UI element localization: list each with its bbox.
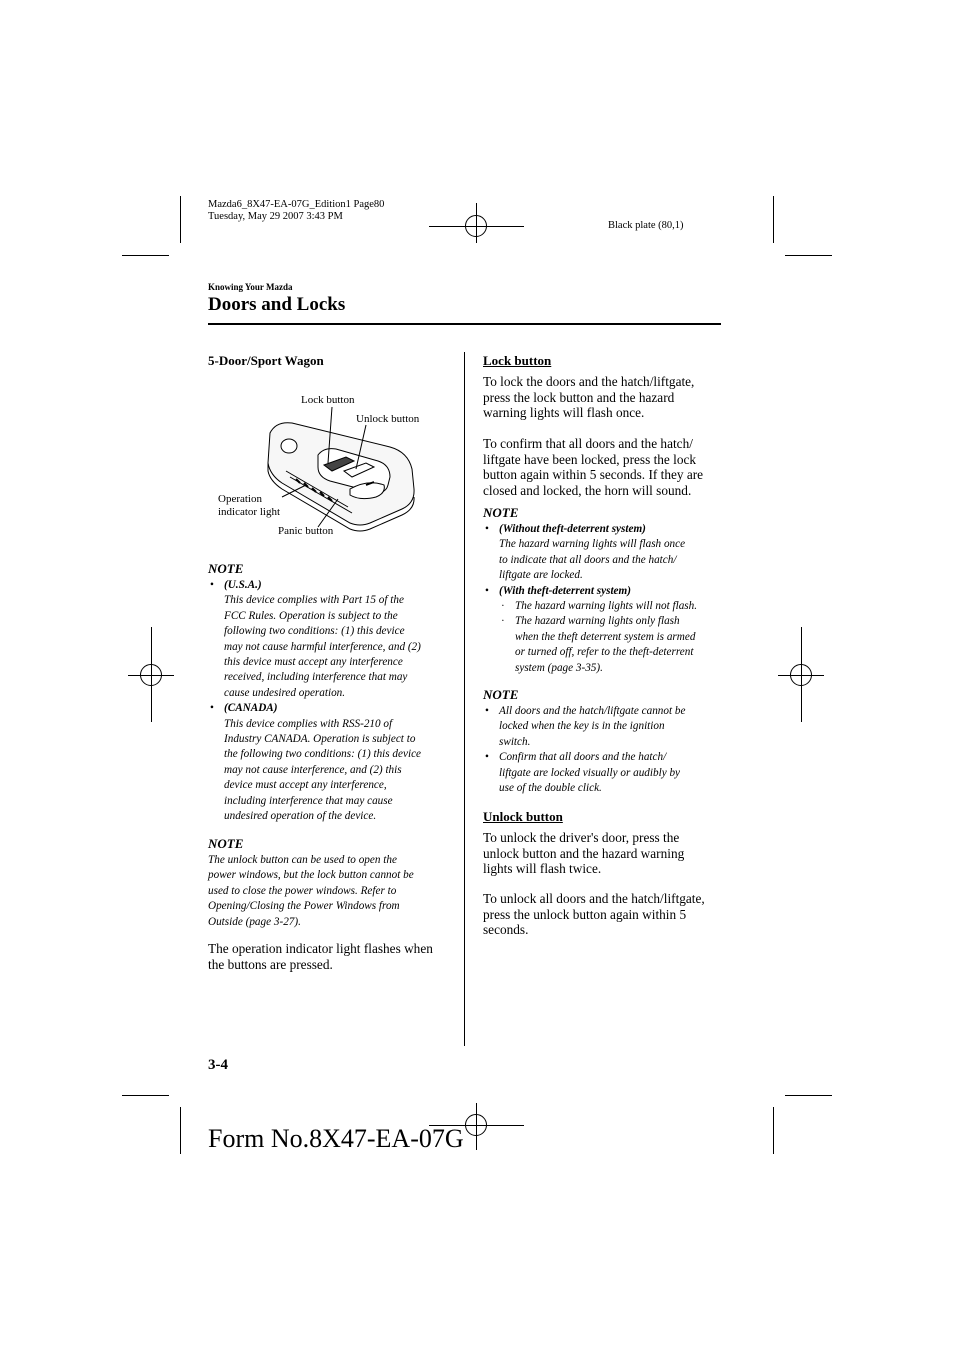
paragraph-line: To unlock all doors and the hatch/liftgate, (483, 891, 705, 906)
note-line: cause undesired operation. (224, 686, 346, 699)
paragraph-line: To lock the doors and the hatch/liftgate, (483, 374, 695, 389)
figure-label-operation (218, 493, 280, 519)
note-body (208, 853, 458, 930)
note-heading: NOTE (208, 836, 244, 851)
note-line: All doors and the hatch/liftgate cannot be (499, 705, 686, 717)
lock-button-heading: Lock button (483, 353, 552, 368)
note-sub-bullet (499, 599, 728, 614)
figure-label-unlock: Unlock button (356, 413, 420, 425)
paragraph-line: lights will flash twice. (483, 861, 602, 877)
print-header (208, 199, 384, 223)
paragraph-line: The operation indicator light flashes when (208, 941, 433, 956)
note-line: may not cause interference, and (2) this (224, 763, 402, 776)
bullet-icon: • (210, 579, 214, 591)
bullet-icon: • (485, 705, 489, 717)
figure-label-line: Operation (218, 493, 262, 505)
note-sub-bullet (499, 614, 728, 676)
note-bullet-label: (U.S.A.) (224, 579, 262, 591)
note-heading: NOTE (483, 505, 519, 520)
paragraph-line: press the unlock button again within 5 (483, 906, 687, 922)
note-usa-canada (208, 561, 458, 825)
figure-label-panic: Panic button (278, 525, 334, 537)
note-power-windows (208, 836, 458, 930)
page-title: Doors and Locks (208, 294, 346, 315)
note-line: this device must accept any interference (224, 656, 403, 669)
note-line: Outside (page 3-27). (208, 915, 301, 928)
paragraph-line: the buttons are pressed. (208, 956, 333, 972)
unlock-paragraph-1 (483, 830, 728, 877)
print-header-line: Tuesday, May 29 2007 3:43 PM (208, 211, 343, 222)
note-line: following two conditions: (1) this device (224, 625, 405, 638)
note-line: the following two conditions: (1) this device (224, 748, 421, 761)
crop-mark (785, 1095, 832, 1096)
note-line: This device complies with RSS-210 of (224, 717, 393, 730)
note-line: when the theft deterrent system is armed (515, 630, 696, 643)
paragraph-line: To confirm that all doors and the hatch/ (483, 436, 693, 451)
note-line: liftgate are locked visually or audibly by (499, 766, 681, 779)
paragraph-line: To unlock the driver's door, press the (483, 830, 680, 845)
unlock-paragraph-2 (483, 891, 728, 938)
column-divider (464, 352, 465, 1046)
bullet-icon: • (210, 702, 214, 715)
note-line: locked when the key is in the ignition (499, 720, 665, 733)
note-line: Confirm that all doors and the hatch/ (499, 751, 667, 764)
paragraph-line: button again within 5 seconds. If they are (483, 467, 704, 483)
paragraph-line: seconds. (483, 922, 529, 938)
bullet-icon: • (485, 751, 489, 764)
crop-mark (122, 255, 169, 256)
registration-circle (465, 215, 487, 237)
note-bullet (208, 578, 458, 701)
lock-paragraph-1 (483, 374, 728, 421)
lock-paragraph-2 (483, 436, 728, 498)
bullet-icon: • (485, 584, 489, 597)
paragraph-line: closed and locked, the horn will sound. (483, 482, 692, 498)
bullet-icon: • (485, 523, 489, 535)
form-number: Form No.8X47-EA-07G (208, 1124, 464, 1153)
note-bullet (483, 750, 728, 796)
figure-label-lock: Lock button (301, 394, 355, 406)
note-line: to indicate that all doors and the hatch/ (499, 553, 677, 566)
note-line: may not cause harmful interference, and (2) (224, 640, 421, 653)
unlock-button-heading: Unlock button (483, 809, 563, 824)
crop-mark (122, 1095, 169, 1096)
note-line: used to close the power windows. Refer to (208, 884, 397, 897)
note-line: system (page 3-35). (515, 661, 603, 674)
crop-mark (180, 196, 181, 243)
indicator-paragraph (208, 941, 458, 972)
note-line: The hazard warning lights will flash once (499, 538, 686, 551)
note-line: undesired operation of the device. (224, 810, 377, 823)
paragraph-line: warning lights will flash once. (483, 405, 645, 421)
note-bullet-label: (CANADA) (224, 702, 278, 715)
sub-bullet-icon: · (501, 615, 505, 628)
figure-label-line: indicator light (218, 506, 281, 518)
figure-title: 5-Door/Sport Wagon (208, 353, 324, 368)
note-heading: NOTE (208, 561, 244, 576)
note-ignition (483, 687, 728, 796)
plate-label: Black plate (80,1) (608, 220, 684, 231)
note-line: including interference that may cause (224, 794, 393, 807)
paragraph-line: liftgate have been locked, press the lock (483, 451, 697, 467)
section-label: Knowing Your Mazda (208, 282, 293, 292)
registration-circle (465, 1114, 487, 1136)
note-line: use of the double click. (499, 782, 602, 795)
note-line: FCC Rules. Operation is subject to the (224, 609, 398, 622)
note-bullet (208, 701, 458, 824)
note-line: received, including interference that may (224, 671, 408, 684)
note-heading: NOTE (483, 687, 519, 702)
note-line: The hazard warning lights will not flash. (515, 600, 698, 613)
note-line: switch. (499, 735, 531, 748)
note-line: power windows, but the lock button cannot be (208, 869, 414, 882)
note-line: The hazard warning lights only flash (515, 615, 680, 628)
paragraph-line: press the lock button and the hazard (483, 389, 675, 405)
note-line: or turned off, refer to the theft-deterrent (515, 646, 694, 659)
note-line: The unlock button can be used to open the (208, 854, 397, 866)
crop-mark (773, 1107, 774, 1154)
note-bullet (483, 522, 728, 584)
sub-bullet-icon: · (501, 600, 505, 613)
page-number: 3-4 (208, 1057, 228, 1073)
registration-circle (790, 664, 812, 686)
note-theft-deterrent (483, 505, 728, 676)
note-bullet (483, 704, 728, 750)
key-fob-illustration (208, 385, 458, 545)
paragraph-line: unlock button and the hazard warning (483, 845, 685, 861)
note-line: device must accept any interference, (224, 779, 387, 792)
print-header-line: Mazda6_8X47-EA-07G_Edition1 Page80 (208, 199, 385, 210)
registration-circle (140, 664, 162, 686)
note-line: liftgate are locked. (499, 569, 583, 582)
crop-mark (773, 196, 774, 243)
note-line: Industry CANADA. Operation is subject to (224, 733, 416, 746)
title-rule (208, 323, 721, 325)
crop-mark (785, 255, 832, 256)
note-bullet (483, 584, 728, 676)
note-line: This device complies with Part 15 of the (224, 594, 404, 607)
note-bullet-label: (With theft-deterrent system) (499, 584, 631, 597)
note-line: Opening/Closing the Power Windows from (208, 900, 400, 913)
note-bullet-label: (Without theft-deterrent system) (499, 523, 646, 535)
crop-mark (180, 1107, 181, 1154)
